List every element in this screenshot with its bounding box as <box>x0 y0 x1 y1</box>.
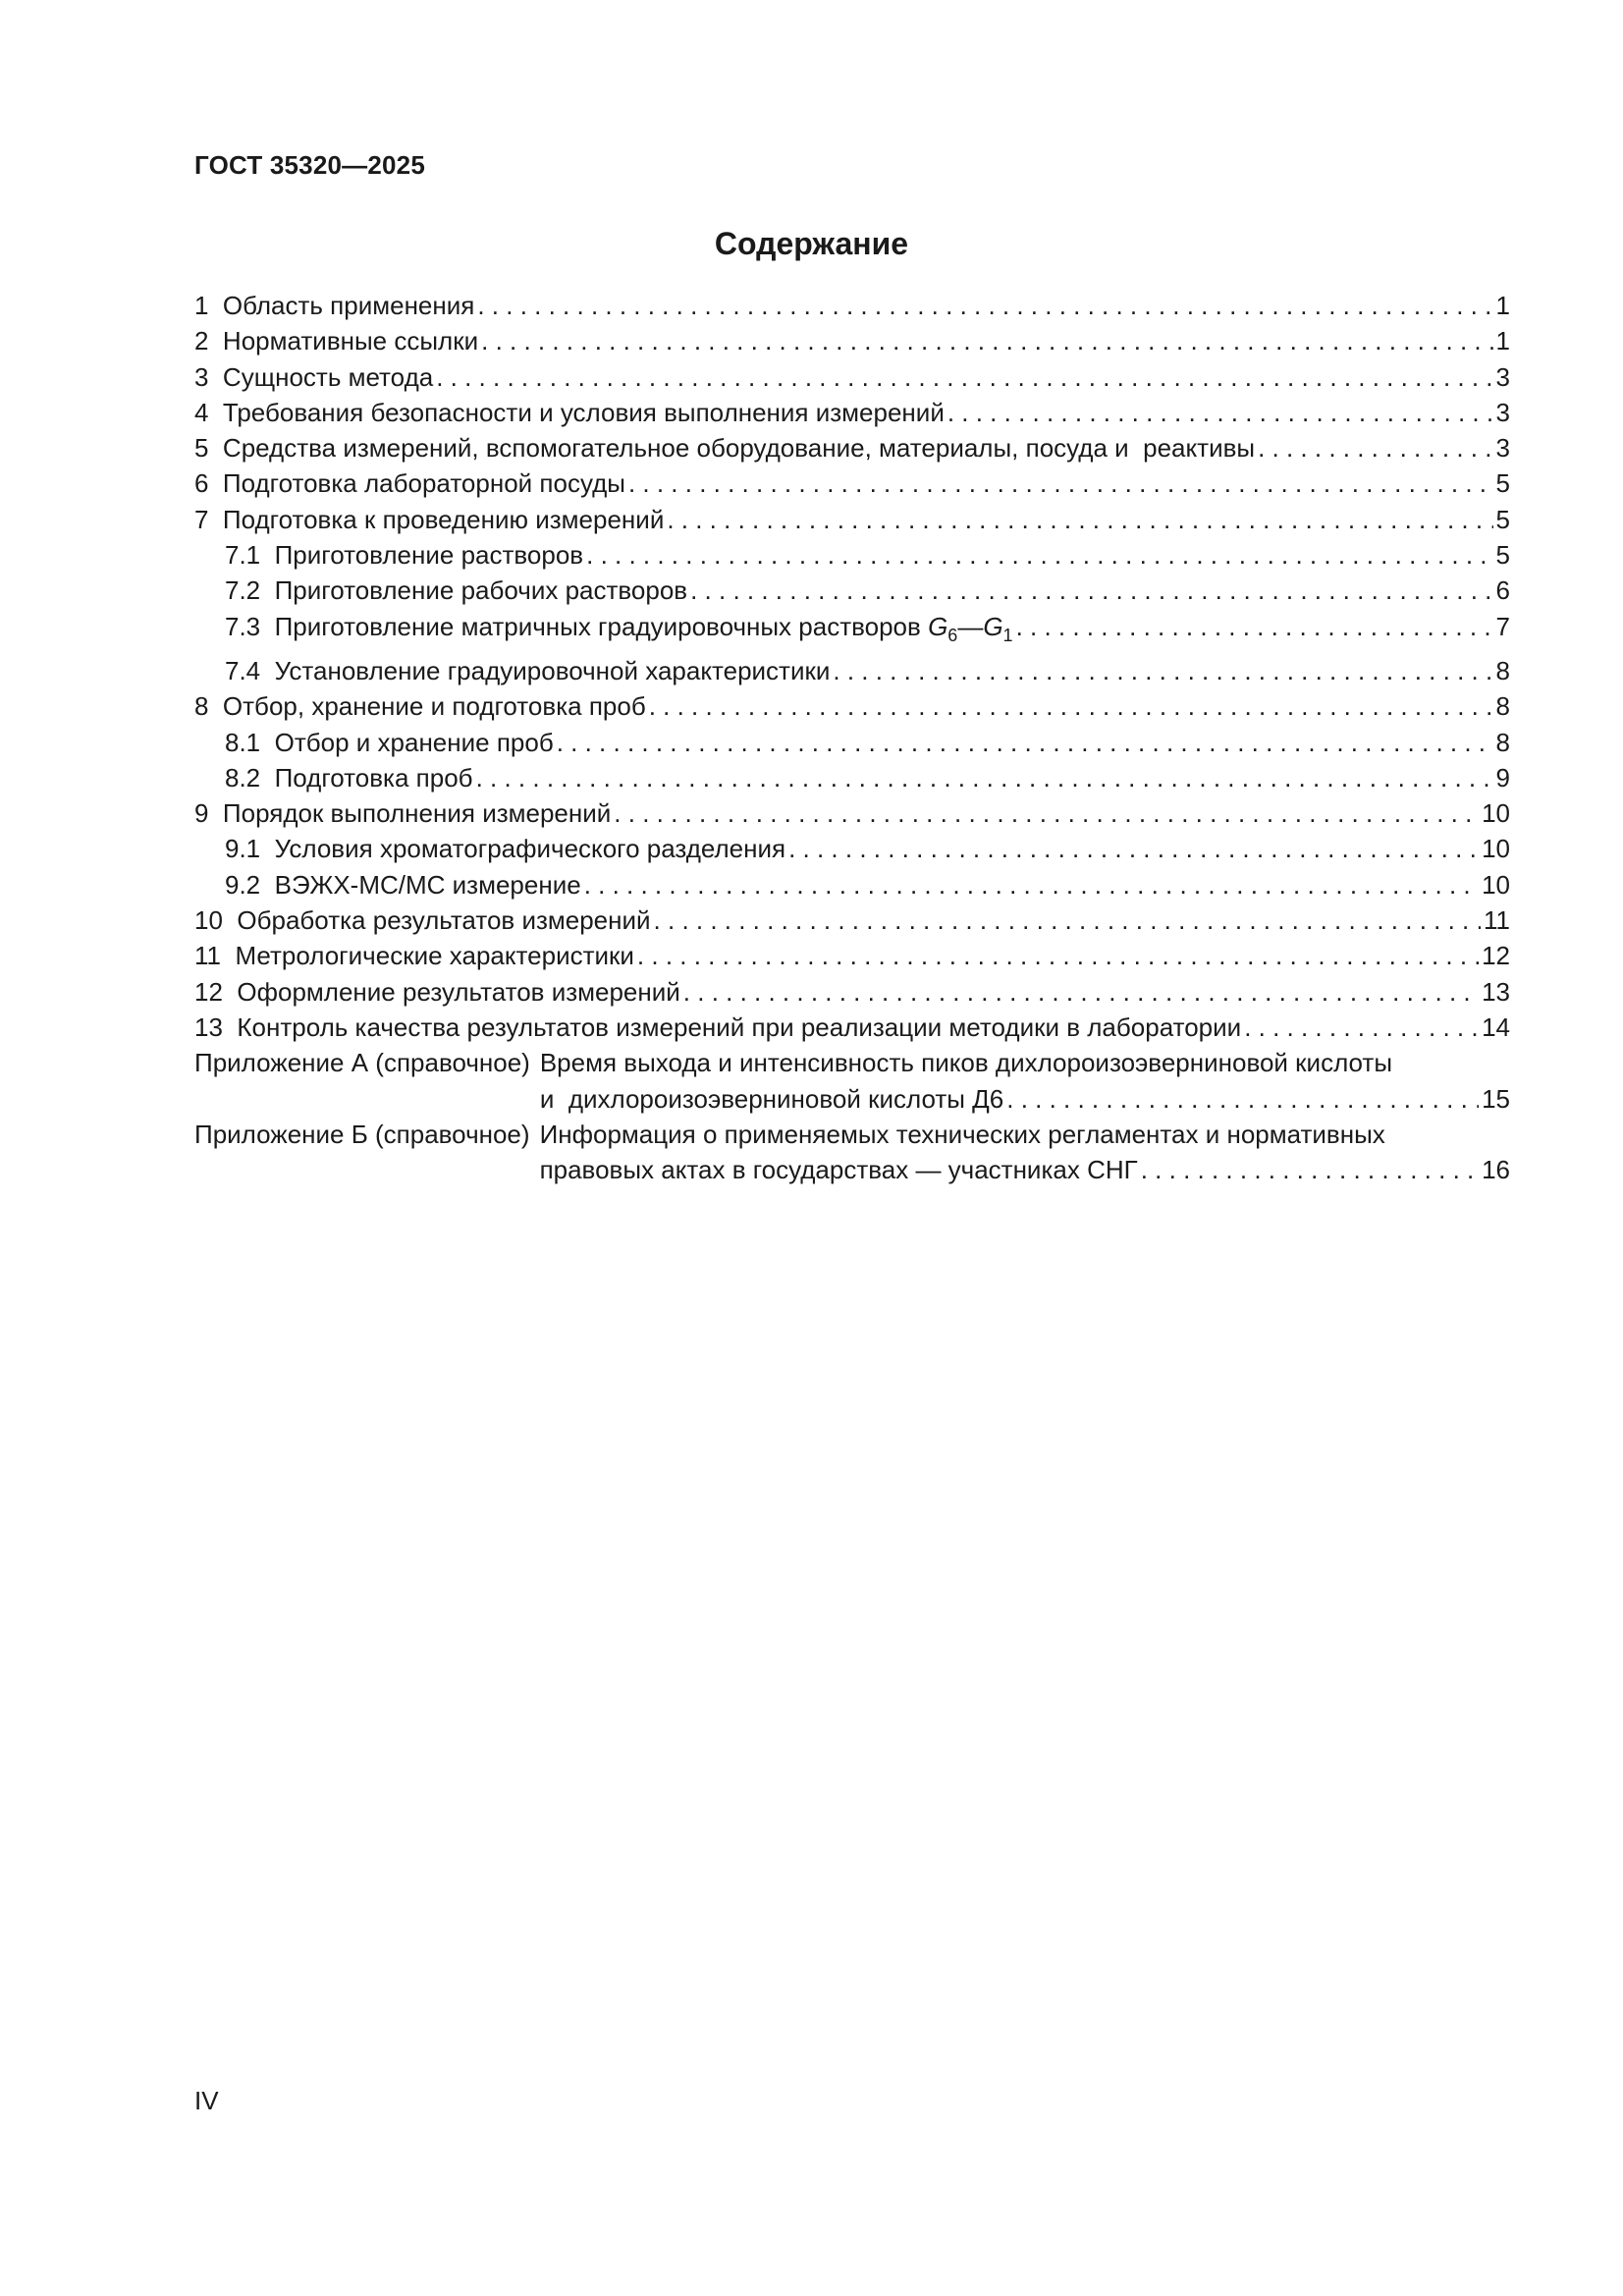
toc-entry-text: Подготовка проб <box>274 762 473 793</box>
toc-page-number: 8 <box>1495 727 1510 757</box>
toc-entry-text: Установление градуировочной характеристики <box>274 655 831 685</box>
formula-symbol: G <box>928 611 948 641</box>
toc-entry-text: Подготовка к проведению измерений <box>222 504 665 534</box>
toc-entry-title <box>194 902 651 938</box>
toc-entry-number: 10 <box>194 905 223 936</box>
toc-page-number: 16 <box>1482 1155 1510 1185</box>
toc-entry[interactable] <box>194 902 1510 938</box>
toc-entry-title <box>225 725 554 760</box>
toc-appendix[interactable] <box>194 1117 1510 1188</box>
toc-entry-title <box>194 395 945 430</box>
toc-entry[interactable] <box>194 502 1510 537</box>
toc-entry-title <box>194 688 646 724</box>
formula-dash: — <box>957 611 984 641</box>
toc-entry[interactable] <box>194 395 1510 430</box>
toc-entry-number: 12 <box>194 976 223 1007</box>
toc-entry-text: Обработка результатов измерений <box>237 905 651 936</box>
toc-page-number: 8 <box>1495 655 1510 685</box>
toc-entry-title <box>194 938 634 973</box>
toc-entry-title <box>225 831 785 866</box>
toc-page-number: 13 <box>1482 976 1510 1007</box>
toc-entry-title <box>194 323 478 358</box>
toc-page-number: 14 <box>1482 1011 1510 1042</box>
toc-entry[interactable] <box>194 653 1510 688</box>
toc-entry-title <box>225 537 583 573</box>
toc-entry-number: 8.2 <box>225 762 261 793</box>
appendix-label: Приложение А (справочное) <box>194 1048 530 1078</box>
toc-page-number: 15 <box>1482 1083 1510 1114</box>
toc-entry-text: ВЭЖХ-МС/МС измерение <box>274 869 581 900</box>
toc-entry[interactable] <box>194 831 1510 866</box>
appendix-title-line1: Информация о применяемых технических регламентах и нормативных <box>539 1119 1385 1149</box>
toc-entry-number: 7.2 <box>225 575 261 606</box>
dot-leader <box>637 938 1479 973</box>
toc-entry-title <box>194 795 611 831</box>
appendix-body <box>540 1045 1510 1117</box>
table-of-contents <box>194 288 1510 1187</box>
toc-entry-text: Приготовление растворов <box>274 540 584 571</box>
toc-page-number: 5 <box>1495 468 1510 499</box>
dot-leader <box>628 465 1493 501</box>
toc-appendices <box>194 1045 1510 1187</box>
appendix-title-text: правовых актах в государствах — участниках СНГ <box>539 1155 1138 1185</box>
toc-entry-text: Подготовка лабораторной посуды <box>222 468 625 499</box>
toc-entry-number: 7.3 <box>225 611 261 641</box>
dot-leader <box>649 688 1493 724</box>
toc-entry-text: Приготовление матричных градуировочных растворов <box>274 611 921 641</box>
toc-entry-title <box>225 609 1013 653</box>
toc-entry-text: Оформление результатов измерений <box>237 976 680 1007</box>
appendix-title-line2 <box>540 1081 1510 1117</box>
toc-entry[interactable] <box>194 938 1510 973</box>
toc-entry-text: Приготовление рабочих растворов <box>274 575 688 606</box>
toc-entry-title <box>194 974 680 1010</box>
toc-entry-text: Отбор и хранение проб <box>274 727 554 757</box>
toc-entry-number: 7.1 <box>225 540 261 571</box>
toc-entry[interactable] <box>194 867 1510 902</box>
toc-entry-number: 5 <box>194 433 209 464</box>
dot-leader <box>654 902 1481 938</box>
dot-leader <box>481 323 1492 358</box>
toc-entry-number: 7 <box>194 504 209 534</box>
toc-entry[interactable] <box>194 725 1510 760</box>
toc-entry[interactable] <box>194 1010 1510 1045</box>
dot-leader <box>1141 1152 1479 1187</box>
toc-page-number: 12 <box>1482 941 1510 971</box>
toc-entry-title <box>225 573 687 608</box>
appendix-label: Приложение Б (справочное) <box>194 1119 530 1149</box>
toc-entry-number: 4 <box>194 397 209 427</box>
dot-leader <box>1258 430 1492 465</box>
dot-leader <box>1006 1081 1479 1117</box>
toc-entry-text: Метрологические характеристики <box>235 941 634 971</box>
toc-page-number: 7 <box>1495 611 1510 641</box>
toc-page-number: 11 <box>1484 905 1510 936</box>
toc-entry-title <box>194 430 1255 465</box>
page-number: IV <box>194 2086 219 2115</box>
toc-page-number: 1 <box>1495 291 1510 320</box>
toc-entry[interactable] <box>194 430 1510 465</box>
appendix-body <box>540 1117 1510 1188</box>
toc-entry-text: Сущность метода <box>222 361 434 392</box>
toc-page-number: 10 <box>1482 869 1510 900</box>
toc-entry[interactable] <box>194 573 1510 608</box>
toc-entry-text: Область применения <box>222 291 475 320</box>
toc-entry-text: Порядок выполнения измерений <box>222 798 612 829</box>
toc-entry-title <box>225 653 830 688</box>
toc-entry[interactable] <box>194 537 1510 573</box>
toc-entry-number: 8.1 <box>225 727 261 757</box>
appendix-title-line1: Время выхода и интенсивность пиков дихлороизоэверниновой кислоты <box>539 1048 1393 1078</box>
toc-entry[interactable] <box>194 465 1510 501</box>
dot-leader <box>690 573 1492 608</box>
toc-entry[interactable] <box>194 288 1510 323</box>
toc-entry[interactable] <box>194 688 1510 724</box>
toc-entry-title <box>225 867 581 902</box>
dot-leader <box>947 395 1493 430</box>
toc-page-number: 3 <box>1495 433 1510 464</box>
toc-page-number: 8 <box>1495 691 1510 722</box>
toc-entry-number: 13 <box>194 1011 223 1042</box>
toc-entry-number: 9.2 <box>225 869 261 900</box>
toc-entry-text: Контроль качества результатов измерений при реализации методики в лаборатории <box>237 1011 1242 1042</box>
toc-page-number: 6 <box>1495 575 1510 606</box>
appendix-title-line2 <box>540 1152 1510 1187</box>
toc-entry[interactable] <box>194 795 1510 831</box>
formula-symbol: G <box>983 611 1003 641</box>
toc-entry-title <box>225 760 473 795</box>
toc-page-number: 5 <box>1495 540 1510 571</box>
dot-leader <box>667 502 1492 537</box>
dot-leader <box>476 760 1493 795</box>
toc-entry-number: 9.1 <box>225 834 261 864</box>
toc-entry[interactable] <box>194 609 1510 653</box>
toc-entry-title <box>194 502 664 537</box>
toc-entry[interactable] <box>194 760 1510 795</box>
dot-leader <box>1244 1010 1479 1045</box>
toc-entry-text: Требования безопасности и условия выполнения измерений <box>222 397 945 427</box>
toc-entry-title <box>194 288 474 323</box>
toc-page-number: 3 <box>1495 397 1510 427</box>
dot-leader <box>584 867 1479 902</box>
formula-subscript: 1 <box>1002 625 1013 645</box>
dot-leader <box>1016 609 1493 644</box>
toc-entry-number: 7.4 <box>225 655 261 685</box>
toc-entry[interactable] <box>194 359 1510 395</box>
toc-page-number: 3 <box>1495 361 1510 392</box>
document-header: ГОСТ 35320—2025 <box>194 150 425 180</box>
toc-entry-number: 3 <box>194 361 209 392</box>
formula-subscript: 6 <box>947 625 958 645</box>
toc-page-number: 9 <box>1495 762 1510 793</box>
dot-leader <box>833 653 1492 688</box>
dot-leader <box>436 359 1492 395</box>
toc-page-number: 10 <box>1482 798 1510 829</box>
dot-leader <box>586 537 1492 573</box>
dot-leader <box>557 725 1493 760</box>
appendix-gap <box>530 1045 540 1117</box>
dot-leader <box>788 831 1479 866</box>
toc-page-number: 1 <box>1495 326 1510 356</box>
toc-entry-title <box>194 1010 1241 1045</box>
toc-entry[interactable] <box>194 323 1510 358</box>
toc-entry-text: Условия хроматографического разделения <box>274 834 786 864</box>
toc-entry-text: Отбор, хранение и подготовка проб <box>222 691 646 722</box>
toc-page-number: 5 <box>1495 504 1510 534</box>
toc-entry[interactable] <box>194 974 1510 1010</box>
appendix-title-text: и дихлороизоэверниновой кислоты Д6 <box>539 1083 1004 1114</box>
toc-entry-text: Нормативные ссылки <box>222 326 479 356</box>
toc-entry-number: 2 <box>194 326 209 356</box>
toc-appendix[interactable] <box>194 1045 1510 1117</box>
toc-entry-number: 8 <box>194 691 209 722</box>
toc-page-number: 10 <box>1482 834 1510 864</box>
dot-leader <box>683 974 1479 1010</box>
toc-entry-number: 1 <box>194 291 209 320</box>
toc-entry-number: 9 <box>194 798 209 829</box>
dot-leader <box>614 795 1479 831</box>
toc-entry-text: Средства измерений, вспомогательное оборудование, материалы, посуда и реактивы <box>222 433 1256 464</box>
toc-entry-number: 11 <box>194 941 221 971</box>
toc-entry-number: 6 <box>194 468 209 499</box>
dot-leader <box>477 288 1492 323</box>
toc-entries <box>194 288 1510 1045</box>
page-title: Содержание <box>714 226 909 261</box>
toc-entry-title <box>194 359 433 395</box>
toc-formula <box>928 611 1013 645</box>
appendix-gap <box>530 1117 540 1188</box>
toc-entry-title <box>194 465 625 501</box>
